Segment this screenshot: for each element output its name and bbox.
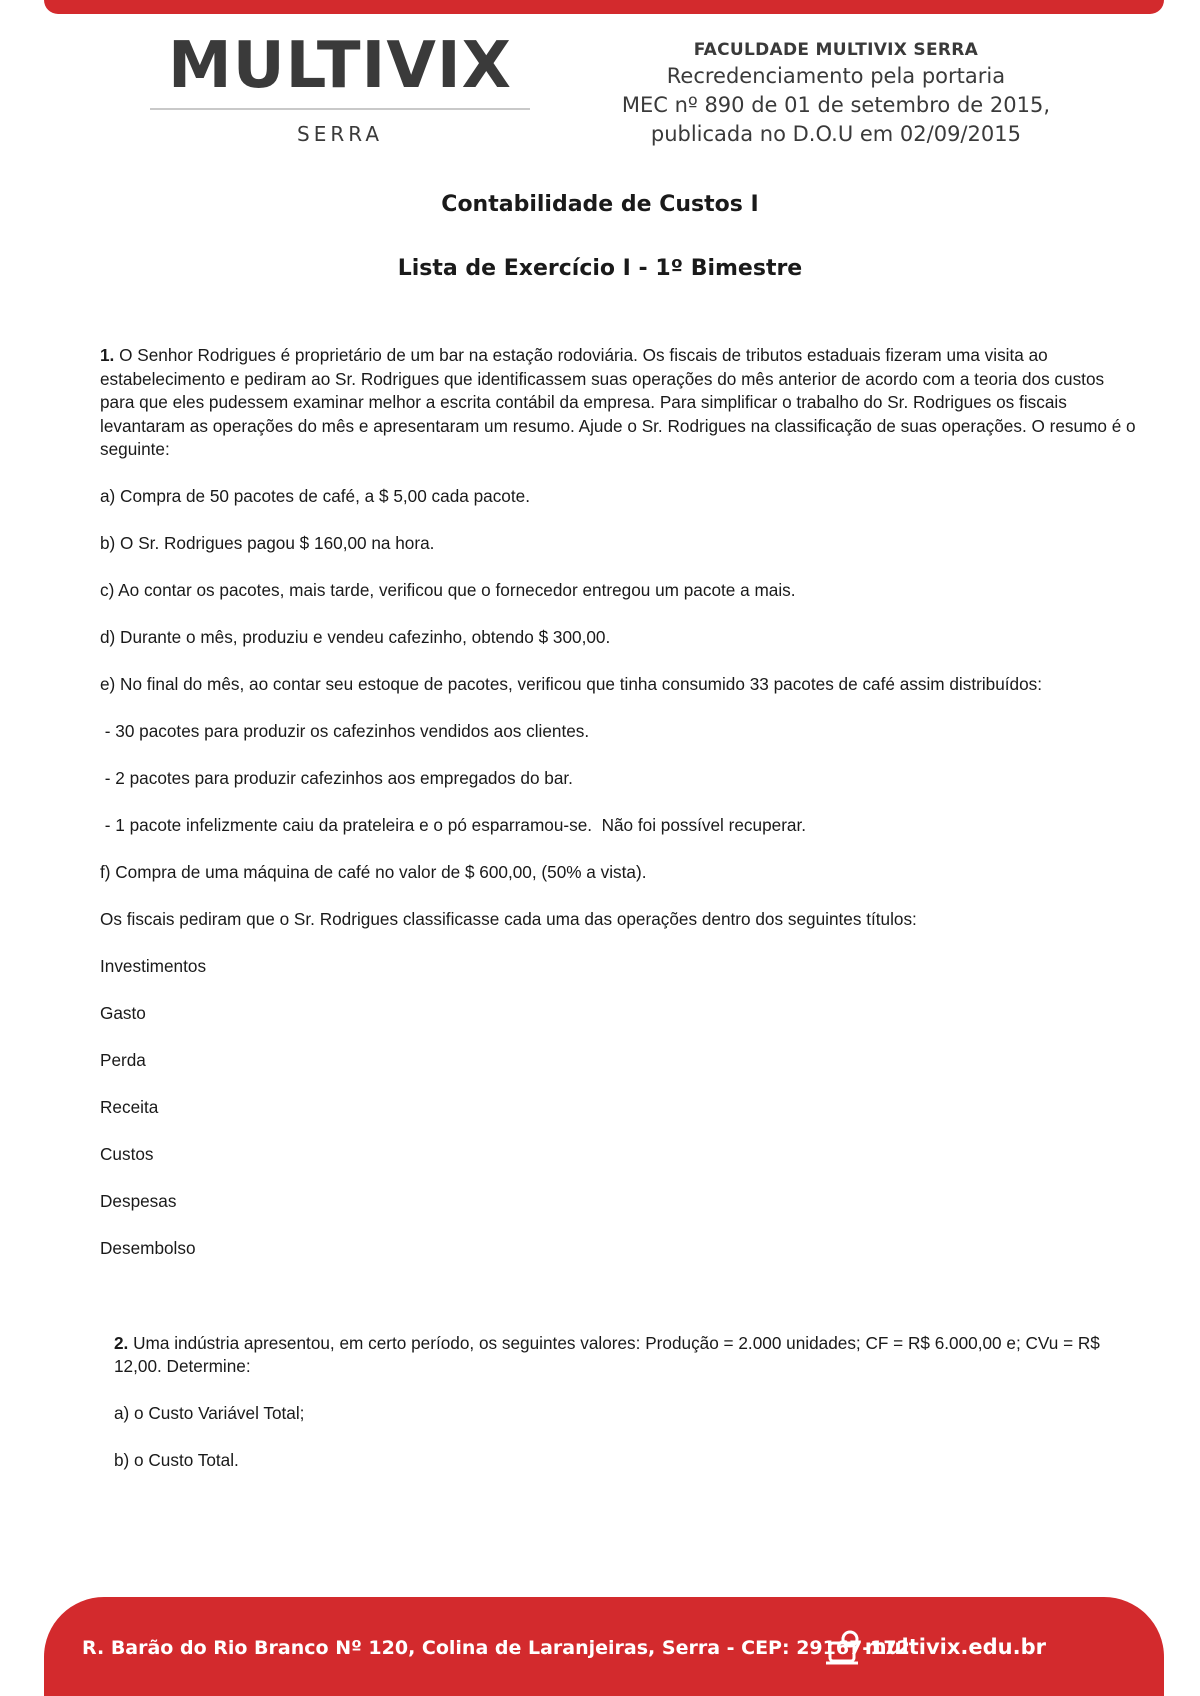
question-2-intro <box>114 1332 1140 1379</box>
question-2 <box>100 1332 1140 1473</box>
question-1-intro <box>100 344 1140 462</box>
exercise-content <box>100 344 1140 1496</box>
list-item: f) Compra de uma máquina de café no valor de $ 600,00, (50% a vista). <box>100 862 647 882</box>
category-item: Desembolso <box>100 1238 196 1258</box>
list-item: - 30 pacotes para produzir os cafezinhos vendidos aos clientes. <box>100 721 590 741</box>
list-item: d) Durante o mês, produziu e vendeu cafezinho, obtendo $ 300,00. <box>100 627 611 647</box>
footer-website[interactable]: multivix.edu.br <box>864 1635 1046 1659</box>
document-title: Contabilidade de Custos I <box>441 192 759 217</box>
institution-info <box>622 38 1050 149</box>
category-item: Custos <box>100 1144 154 1164</box>
list-item: b) O Sr. Rodrigues pagou $ 160,00 na hora. <box>100 533 435 553</box>
category-item: Investimentos <box>100 956 207 976</box>
category-item: Despesas <box>100 1191 177 1211</box>
document-subtitle: Lista de Exercício I - 1º Bimestre <box>397 256 803 281</box>
category-item: Perda <box>100 1050 146 1070</box>
institution-line: Recredenciamento pela portaria <box>666 64 1006 88</box>
website-icon <box>824 1627 864 1667</box>
question-text: O Senhor Rodrigues é proprietário de um bar na estação rodoviária. Os fiscais de tributos estaduais fizeram uma visita ao estabelecimento e pediram ao Sr. Rodrigues que identificassem suas operações do mês anterior de acordo com a teoria dos custos para que eles pudessem examinar melhor a escrita contábil da empresa. Para simplificar o trabalho do Sr. Rodrigues os fiscais levantaram as operações do mês e apresentaram um resumo. Ajude o Sr. Rodrigues na classificação de suas operações. O resumo é o seguinte: <box>100 345 1136 459</box>
logo-subtitle: SERRA <box>297 122 383 146</box>
multivix-logo <box>150 30 530 146</box>
list-item: e) No final do mês, ao contar seu estoque de pacotes, verificou que tinha consumido 33 pacotes de café assim distribuídos: <box>100 674 1043 694</box>
logo-wordmark: MULTIVIX <box>168 29 512 103</box>
list-item: a) o Custo Variável Total; <box>114 1403 305 1423</box>
category-item: Receita <box>100 1097 159 1117</box>
list-item: Os fiscais pediram que o Sr. Rodrigues classificasse cada uma das operações dentro dos seguintes títulos: <box>100 909 917 929</box>
footer-address: R. Barão do Rio Branco Nº 120, Colina de Laranjeiras, Serra - CEP: 29167-172 <box>82 1637 910 1659</box>
list-item: c) Ao contar os pacotes, mais tarde, verificou que o fornecedor entregou um pacote a mais. <box>100 580 796 600</box>
logo-divider <box>150 108 530 110</box>
question-number: 2. <box>114 1332 129 1353</box>
list-item: - 1 pacote infelizmente caiu da prateleira e o pó esparramou-se. Não foi possível recuperar. <box>100 815 807 835</box>
institution-line: MEC nº 890 de 01 de setembro de 2015, <box>621 93 1050 117</box>
institution-name: FACULDADE MULTIVIX SERRA <box>693 40 979 60</box>
category-item: Gasto <box>100 1003 146 1023</box>
question-text: Uma indústria apresentou, em certo período, os seguintes valores: Produção = 2.000 unidades; CF = R$ 6.000,00 e; CVu = R$ 12,00. Determine: <box>114 1332 1100 1376</box>
institution-line: publicada no D.O.U em 02/09/2015 <box>650 122 1021 146</box>
list-item: b) o Custo Total. <box>114 1450 239 1470</box>
question-number: 1. <box>100 345 115 365</box>
list-item: - 2 pacotes para produzir cafezinhos aos empregados do bar. <box>100 768 573 788</box>
footer-band <box>44 1597 1164 1696</box>
list-item: a) Compra de 50 pacotes de café, a $ 5,00 cada pacote. <box>100 486 530 506</box>
top-red-band <box>44 0 1164 14</box>
